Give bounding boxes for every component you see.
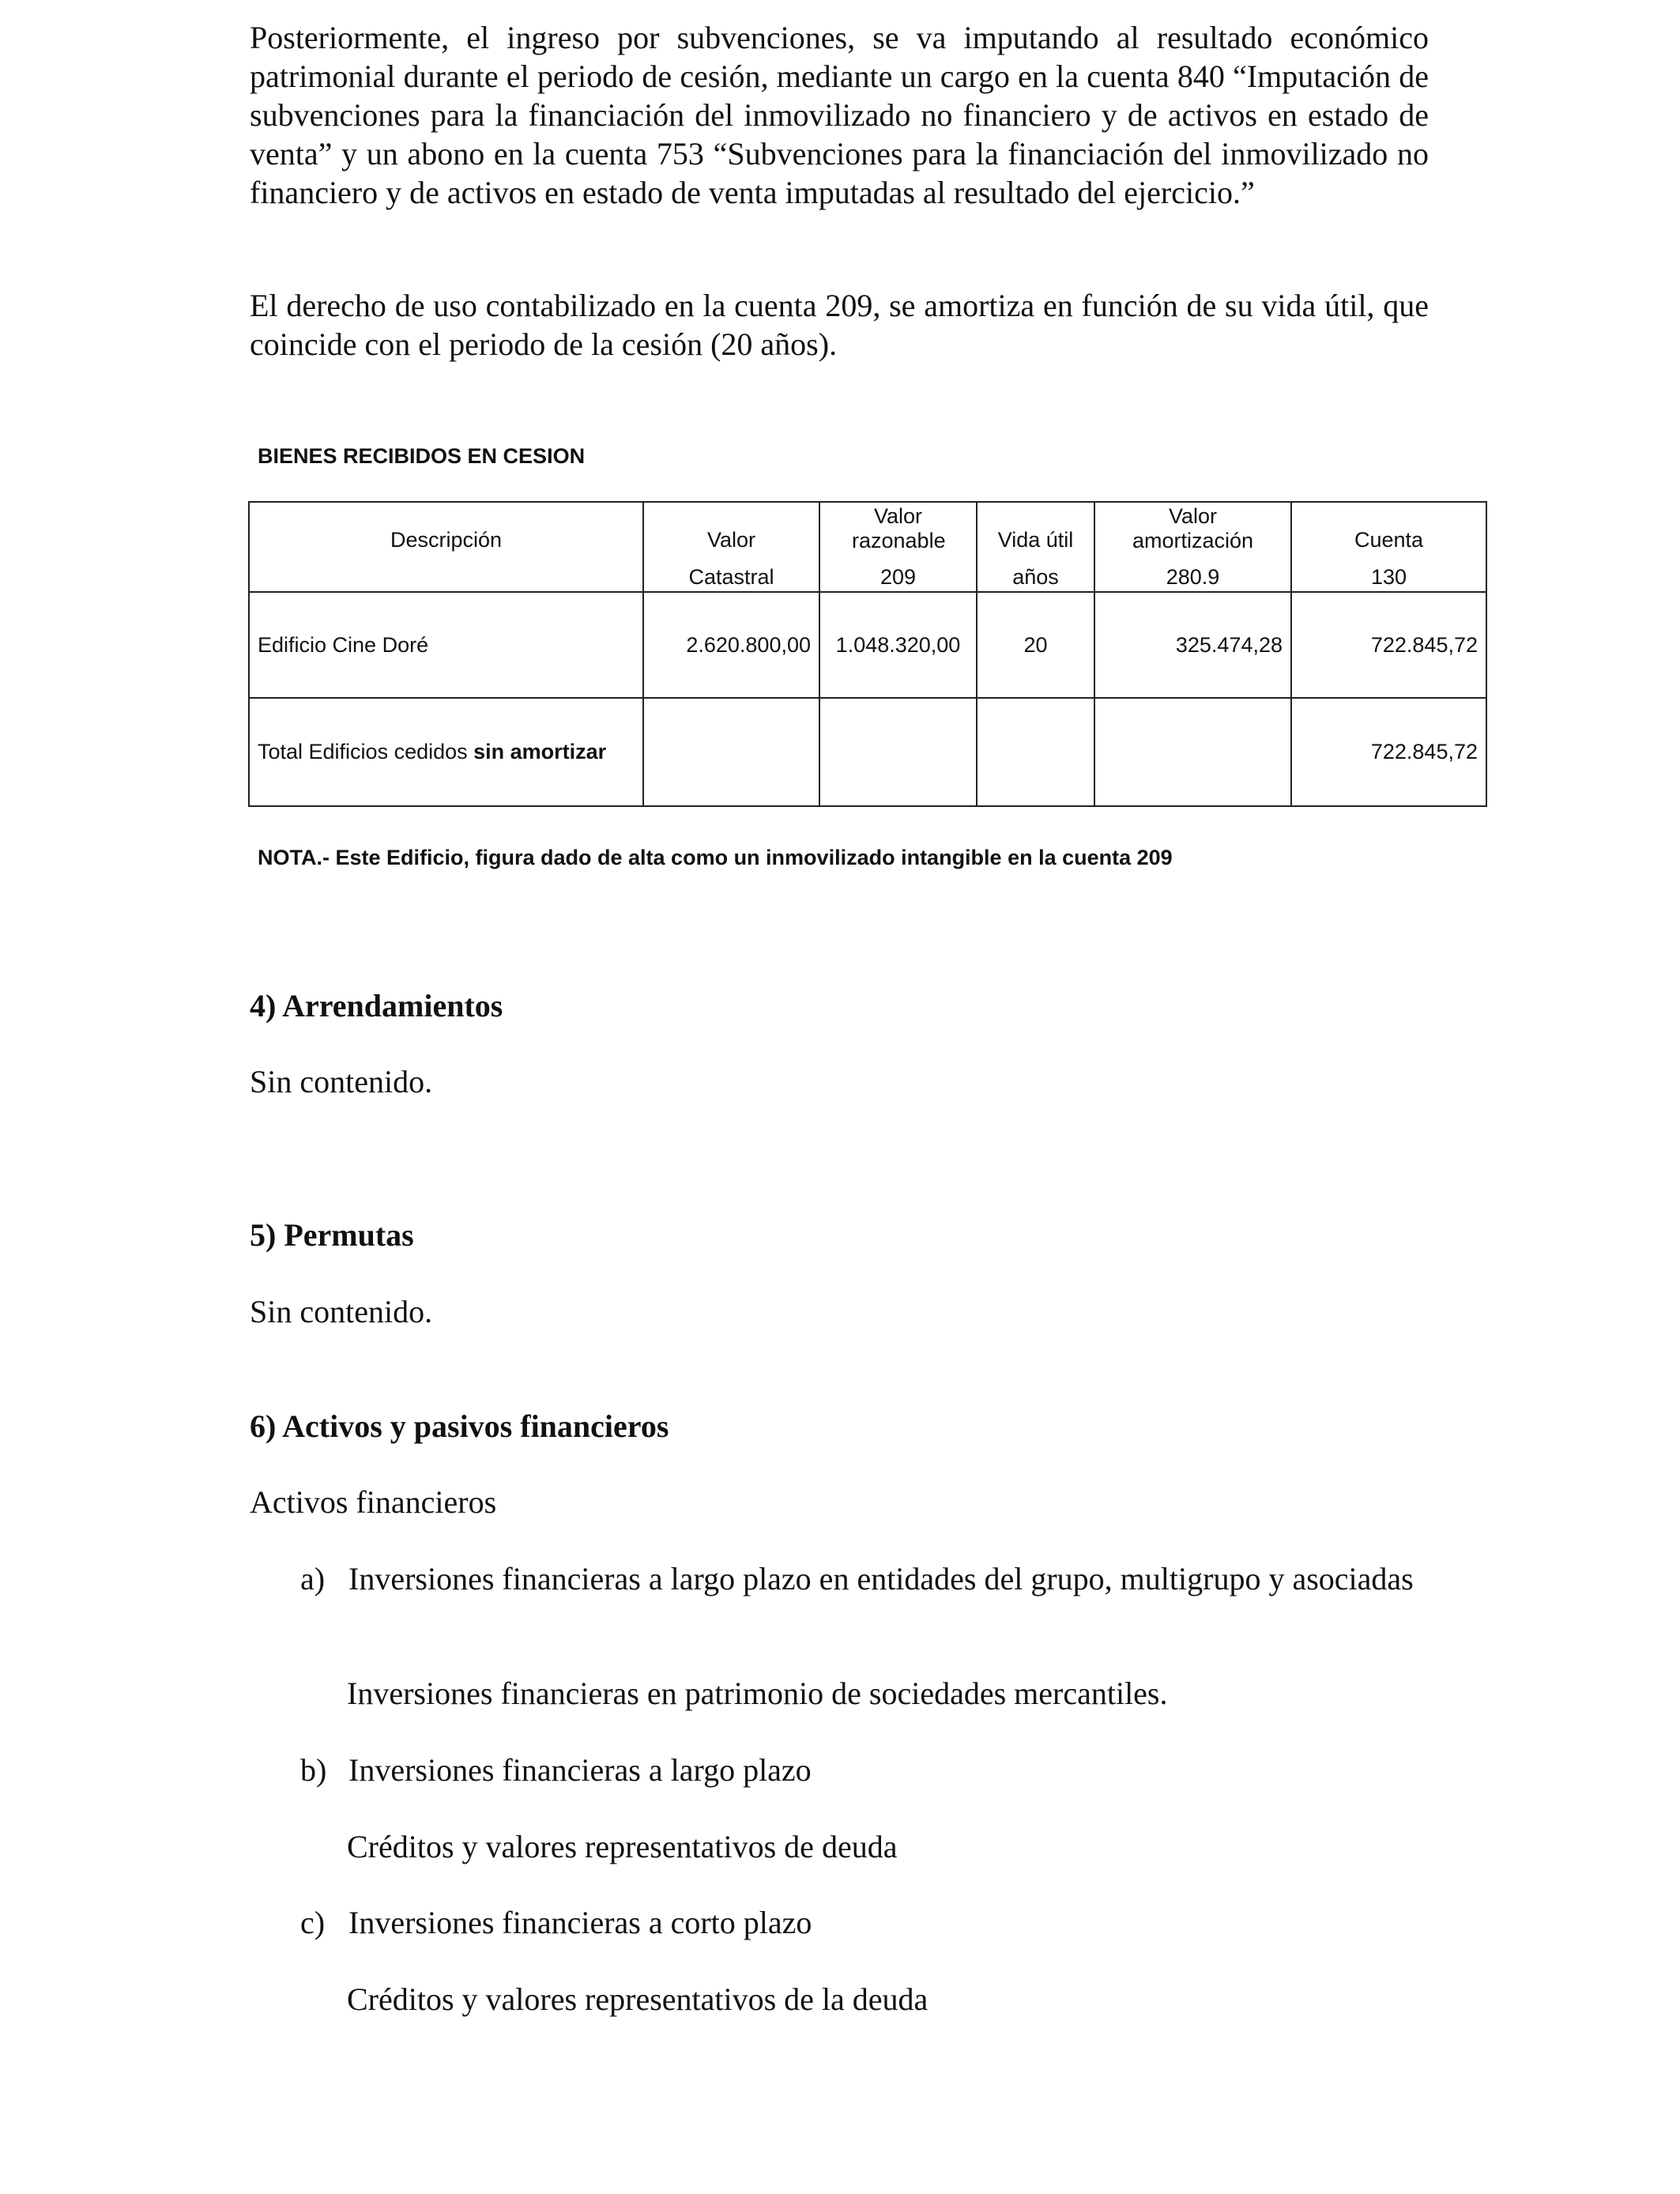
total-label (249, 698, 643, 806)
list-item-b: Inversiones financieras a largo plazo (348, 1752, 812, 1788)
table-row (249, 592, 1486, 698)
total-empty-cell (977, 698, 1094, 806)
list-item-a: Inversiones financieras a largo plazo en entidades del grupo, multigrupo y asociadas (348, 1561, 1414, 1596)
permutas-body: Sin contenido. (250, 1294, 433, 1329)
list-item-c: Inversiones financieras a corto plazo (348, 1905, 812, 1940)
total-label-bold: sin amortizar (473, 740, 607, 763)
paragraph-subvenciones: Posteriormente, el ingreso por subvenciones, se va imputando al resultado económico patrimonial durante el periodo de cesión, mediante un cargo en la cuenta 840 “Imputación de subvenciones para la financiación del inmovilizado no financiero y de activos en estado de venta” y un abono en la cuenta 753 “Subvenciones para la financiación del inmovilizado no financiero y de activos en estado de venta imputadas al resultado del ejercicio.” (250, 20, 1429, 210)
list-item-c-detail: Créditos y valores representativos de la deuda (347, 1981, 929, 2017)
header-cuenta-top: Cuenta (1354, 528, 1424, 552)
header-descripcion-label: Descripción (390, 528, 503, 552)
row-valor-catastral: 2.620.800,00 (643, 592, 819, 698)
header-razonable-top: Valor razonable (852, 504, 946, 552)
table-note: NOTA.- Este Edificio, figura dado de alta como un inmovilizado intangible en la cuenta 209 (258, 846, 1173, 869)
list-item-a-detail: Inversiones financieras en patrimonio de sociedades mercantiles. (347, 1676, 1168, 1711)
header-valor-catastral (643, 502, 819, 592)
row-descripcion: Edificio Cine Doré (249, 592, 643, 698)
row-valor-razonable: 1.048.320,00 (819, 592, 977, 698)
list-item-b-detail: Créditos y valores representativos de deuda (347, 1829, 898, 1864)
bienes-cesion-table (248, 501, 1487, 807)
header-valor-razonable (819, 502, 977, 592)
total-cuenta: 722.845,72 (1291, 698, 1486, 806)
header-valor-top: Valor (706, 528, 756, 552)
header-amort-sub: 280.9 (1166, 565, 1220, 589)
total-empty-cell (1094, 698, 1291, 806)
list-marker-c: c) (300, 1905, 326, 1940)
total-empty-cell (643, 698, 819, 806)
paragraph-derecho-uso: El derecho de uso contabilizado en la cuenta 209, se amortiza en función de su vida útil, que coincide con el periodo de la cesión (20 años). (250, 288, 1429, 362)
header-cuenta (1291, 502, 1486, 592)
heading-arrendamientos: 4) Arrendamientos (250, 988, 503, 1023)
header-descripcion (249, 502, 643, 592)
header-cuenta-sub: 130 (1370, 565, 1407, 589)
heading-activos-pasivos: 6) Activos y pasivos financieros (250, 1408, 669, 1444)
row-cuenta: 722.845,72 (1291, 592, 1486, 698)
header-valor-amortizacion (1094, 502, 1291, 592)
arrendamientos-body: Sin contenido. (250, 1064, 433, 1099)
header-vida-top: Vida útil (997, 528, 1074, 552)
activos-subheading: Activos financieros (250, 1484, 497, 1520)
total-empty-cell (819, 698, 977, 806)
header-vida-sub: años (1012, 565, 1059, 589)
row-vida-util: 20 (977, 592, 1094, 698)
total-label-normal: Total Edificios cedidos (258, 740, 474, 763)
table-header-row (249, 502, 1486, 592)
header-valor-sub: Catastral (688, 565, 774, 589)
row-valor-amortizacion: 325.474,28 (1094, 592, 1291, 698)
header-amort-top: Valor amortización (1132, 504, 1254, 552)
list-marker-a: a) (300, 1561, 326, 1596)
header-razonable-sub: 209 (880, 565, 917, 589)
heading-permutas: 5) Permutas (250, 1217, 414, 1253)
list-marker-b: b) (300, 1752, 327, 1788)
table-total-row (249, 698, 1486, 806)
table-title: BIENES RECIBIDOS EN CESION (258, 444, 586, 468)
header-vida-util (977, 502, 1094, 592)
